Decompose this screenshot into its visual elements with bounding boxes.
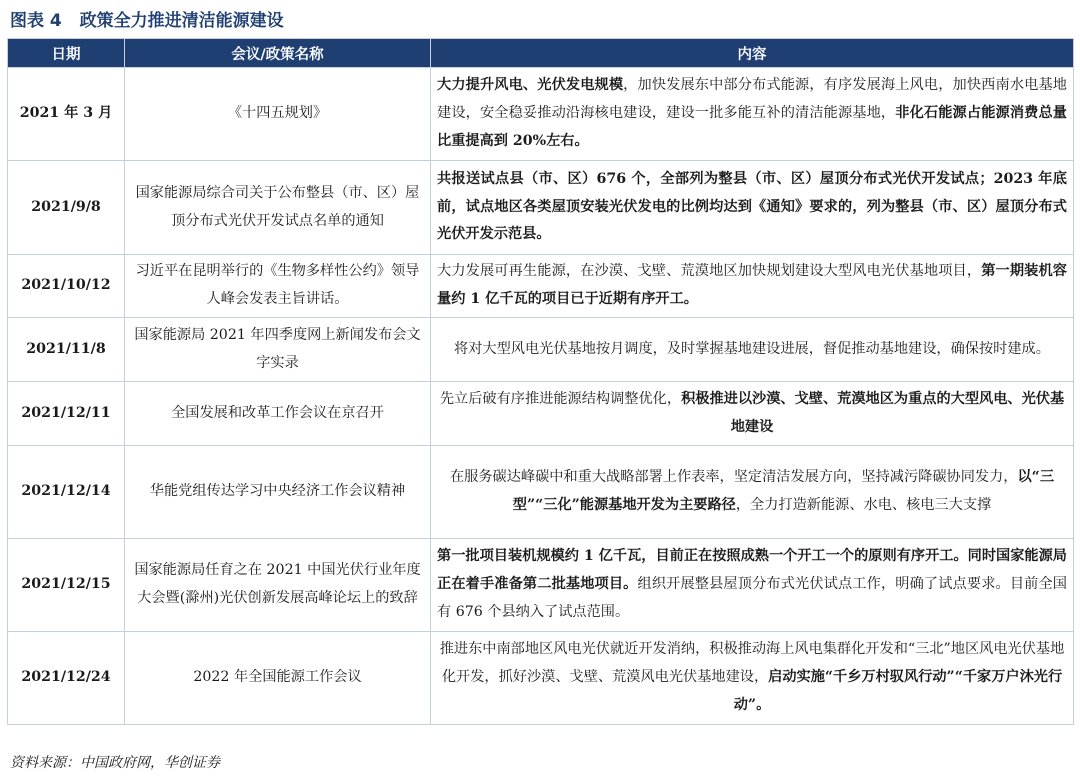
- row-content: [431, 161, 1074, 255]
- content-bold-segment: 启动实施“千乡万村驭风行动”“千家万户沐光行动”。: [733, 669, 1063, 713]
- row-content: [431, 255, 1074, 318]
- source-note: 资料来源：中国政府网，华创证券: [10, 755, 220, 771]
- row-date: 2021/10/12: [8, 255, 125, 318]
- content-segment: 推进东中南部地区风电光伏就近开发消纳，积极推动海上风电集群化开发和“三北”地区风电光伏基地化开发，抓好沙漠、戈壁、荒漠风电光伏基地建设，: [439, 641, 1065, 686]
- row-date: 2021/12/15: [8, 539, 125, 632]
- content-bold-segment: 共报送试点县（市、区）676 个，全部列为整县（市、区）屋顶分布式光伏开发试点；2023 年底前，试点地区各类屋顶安装光伏发电的比例均达到《通知》要求的，列为整县（市、区）屋顶分布式光伏开发示范县。: [437, 170, 1067, 243]
- content-bold-segment: 以“三型”“三化”能源基地开发为主要路径: [512, 469, 1055, 513]
- content-segment: 先立后破有序推进能源结构调整优化，: [439, 390, 682, 407]
- row-date: 2021/12/24: [8, 632, 125, 725]
- table-row: [8, 68, 1074, 161]
- row-date: 2021/12/14: [8, 446, 125, 539]
- row-content: [431, 632, 1074, 725]
- row-content: [431, 446, 1074, 539]
- content-segment: ，全力打造新能源、水电、核电三大支撑: [735, 497, 992, 513]
- table-row: [8, 632, 1074, 725]
- row-meeting: 习近平在昆明举行的《生物多样性公约》领导人峰会发表主旨讲话。: [125, 255, 431, 318]
- table-row: [8, 382, 1074, 446]
- content-bold-segment: 非化石能源占能源消费总量比重提高到 20%左右。: [437, 105, 1067, 149]
- content-bold-segment: 大力提升风电、光伏发电规模: [437, 77, 624, 94]
- row-date: 2021/11/8: [8, 318, 125, 382]
- row-meeting: 全国发展和改革工作会议在京召开: [125, 382, 431, 446]
- row-content: [431, 318, 1074, 382]
- content-bold-segment: 第一批项目装机规模约 1 亿千瓦，目前正在按照成熟一个开工一个的原则有序开工。同时国家能源局正在着手准备第二批基地项目。: [437, 548, 1067, 593]
- table-row: [8, 318, 1074, 382]
- content-segment: 组织开展整县屋顶分布式光伏试点工作，明确了试点要求。目前全国有 676 个县纳入了试点范围。: [437, 576, 1067, 620]
- row-content: [431, 68, 1074, 161]
- header-meeting: 会议/政策名称: [125, 39, 431, 68]
- table-header-row: [8, 39, 1074, 68]
- header-date: 日期: [8, 39, 125, 68]
- figure-title: [10, 6, 296, 32]
- row-meeting: 国家能源局综合司关于公布整县（市、区）屋顶分布式光伏开发试点名单的通知: [125, 161, 431, 255]
- table-row: [8, 255, 1074, 318]
- table-row: [8, 539, 1074, 632]
- content-bold-segment: 积极推进以沙漠、戈壁、荒漠地区为重点的大型风电、光伏基地建设: [681, 390, 1065, 435]
- row-date: 2021/12/11: [8, 382, 125, 446]
- row-date: 2021/9/8: [8, 161, 125, 255]
- row-meeting: 华能党组传达学习中央经济工作会议精神: [125, 446, 431, 539]
- row-meeting: 国家能源局任育之在 2021 中国光伏行业年度大会暨(滁州)光伏创新发展高峰论坛上的致辞: [125, 539, 431, 632]
- table-row: [8, 161, 1074, 255]
- figure-title-text: 政策全力推进清洁能源建设: [79, 11, 284, 31]
- content-segment: ，加快发展东中部分布式能源，有序发展海上风电，加快西南水电基地建设，安全稳妥推动沿海核电建设，建设一批多能互补的清洁能源基地，: [437, 77, 1067, 122]
- row-meeting: 国家能源局 2021 年四季度网上新闻发布会文字实录: [125, 318, 431, 382]
- row-meeting: 《十四五规划》: [125, 68, 431, 161]
- content-segment: 在服务碳达峰碳中和重大战略部署上作表率，坚定清洁发展方向，坚持减污降碳协同发力，: [449, 469, 1018, 486]
- content-segment: 大力发展可再生能源，在沙漠、戈壁、荒漠地区加快规划建设大型风电光伏基地项目，: [437, 263, 982, 280]
- header-content: 内容: [431, 39, 1074, 68]
- figure-label: 图表 4: [10, 11, 62, 31]
- table-row: [8, 446, 1074, 539]
- row-date: 2021 年 3 月: [8, 68, 125, 161]
- content-bold-segment: 第一期装机容量约 1 亿千瓦的项目已于近期有序开工。: [437, 263, 1067, 307]
- row-content: [431, 539, 1074, 632]
- content-segment: 将对大型风电光伏基地按月调度，及时掌握基地建设进展，督促推动基地建设，确保按时建成。: [454, 340, 1050, 357]
- row-meeting: 2022 年全国能源工作会议: [125, 632, 431, 725]
- policy-table: [7, 38, 1074, 725]
- row-content: [431, 382, 1074, 446]
